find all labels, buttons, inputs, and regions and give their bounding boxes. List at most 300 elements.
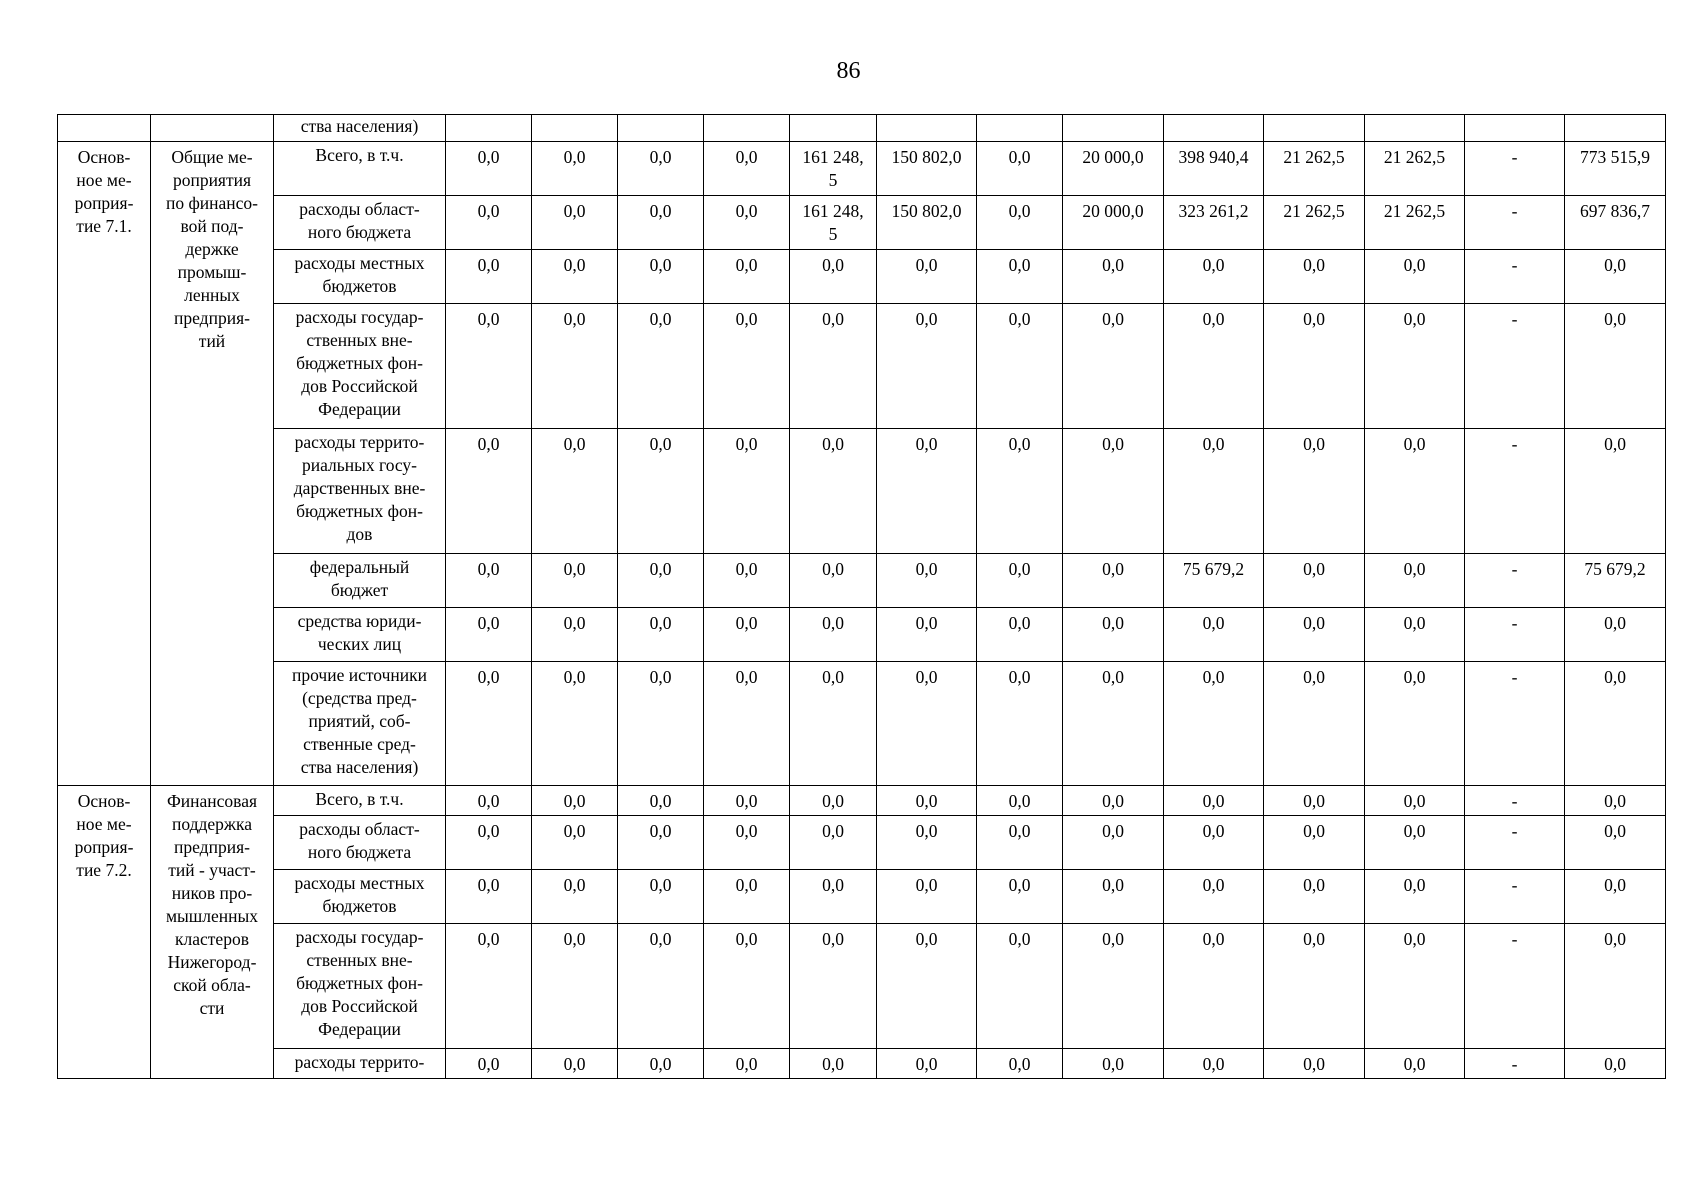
value-cell-text: 0,0 [563, 147, 586, 167]
value-cell [1565, 662, 1666, 786]
value-cell-text: 0,0 [1303, 434, 1325, 454]
value-cell-text: 0,0 [649, 201, 672, 221]
value-cell [1264, 429, 1365, 554]
value-cell [1565, 250, 1666, 304]
value-cell [790, 304, 877, 429]
value-cell [704, 250, 790, 304]
table-row [58, 304, 1666, 429]
value-cell-text: 161 248, 5 [802, 201, 864, 244]
value-cell-text: 0,0 [1008, 875, 1031, 895]
value-cell-text: 0,0 [915, 255, 938, 275]
table-row [58, 1049, 1666, 1079]
funding-source-cell-text: расходы местных бюджетов [294, 253, 425, 296]
funding-source-cell-text: расходы област- ного бюджета [299, 819, 420, 862]
value-cell [1365, 924, 1465, 1049]
value-cell-text: 0,0 [735, 1054, 758, 1074]
measure-name-cell-text: Финансовая поддержка предприя- тий - участ- ников про- мышленных кластеров Нижегород- ской обла- сти [165, 791, 259, 1018]
funding-source-cell-text: расходы террито- [294, 1052, 425, 1072]
funding-source-cell [274, 608, 446, 662]
value-cell [1465, 115, 1565, 142]
value-cell-text: 0,0 [735, 613, 758, 633]
value-cell-text: - [1511, 434, 1518, 454]
value-cell [977, 662, 1063, 786]
value-cell-text: 0,0 [1202, 309, 1225, 329]
value-cell [532, 196, 618, 250]
value-cell [1365, 870, 1465, 924]
funding-source-cell-text: Всего, в т.ч. [315, 789, 404, 809]
value-cell [1264, 115, 1365, 142]
value-cell [977, 554, 1063, 608]
value-cell-text: 0,0 [1303, 255, 1325, 275]
value-cell-text: 0,0 [822, 309, 844, 329]
value-cell [877, 304, 977, 429]
funding-source-cell-text: средства юриди- ческих лиц [297, 611, 422, 654]
value-cell [618, 304, 704, 429]
value-cell-text: 0,0 [563, 929, 586, 949]
value-cell-text: 0,0 [477, 791, 500, 811]
source-cell [274, 115, 446, 142]
value-cell [790, 142, 877, 196]
value-cell [532, 924, 618, 1049]
value-cell [1565, 608, 1666, 662]
value-cell-text: - [1511, 1054, 1518, 1074]
funding-source-cell [274, 554, 446, 608]
value-cell [532, 816, 618, 870]
measure-code-cell [58, 142, 151, 786]
value-cell [532, 429, 618, 554]
value-cell [1264, 142, 1365, 196]
value-cell-text: 21 262,5 [1283, 201, 1345, 221]
value-cell-text: 0,0 [735, 875, 758, 895]
value-cell-text: 150 802,0 [891, 147, 962, 167]
value-cell [704, 816, 790, 870]
value-cell [1063, 142, 1164, 196]
value-cell [1264, 608, 1365, 662]
page-number: 86 [836, 58, 861, 84]
value-cell [877, 786, 977, 816]
value-cell [1264, 786, 1365, 816]
value-cell-text: - [1511, 147, 1518, 167]
value-cell-text: 0,0 [1403, 434, 1426, 454]
value-cell [977, 608, 1063, 662]
value-cell-text: 21 262,5 [1383, 147, 1446, 167]
value-cell-text: 0,0 [915, 613, 938, 633]
value-cell-text: 0,0 [1403, 791, 1426, 811]
funding-source-cell [274, 924, 446, 1049]
value-cell [1164, 870, 1264, 924]
value-cell-text: 0,0 [1604, 929, 1626, 949]
value-cell [446, 1049, 532, 1079]
value-cell-text: 0,0 [822, 255, 844, 275]
value-cell-text: 0,0 [1102, 791, 1124, 811]
value-cell [532, 662, 618, 786]
value-cell-text: 0,0 [1008, 613, 1031, 633]
value-cell [1264, 196, 1365, 250]
value-cell [704, 608, 790, 662]
value-cell-text: - [1511, 821, 1518, 841]
value-cell [704, 1049, 790, 1079]
value-cell [1164, 429, 1264, 554]
measure-name-cell-text: Общие ме- роприятия по финансо- вой под- держке промыш- ленных предприя- тий [165, 147, 259, 351]
value-cell-text: 0,0 [563, 667, 586, 687]
value-cell [704, 870, 790, 924]
value-cell [1365, 115, 1465, 142]
value-cell [877, 1049, 977, 1079]
value-cell [977, 1049, 1063, 1079]
value-cell [1465, 554, 1565, 608]
value-cell [1264, 554, 1365, 608]
value-cell [1365, 304, 1465, 429]
table-row [58, 870, 1666, 924]
value-cell-text: 0,0 [1102, 559, 1124, 579]
value-cell-text: 0,0 [1403, 1054, 1426, 1074]
value-cell-text: 0,0 [1202, 434, 1225, 454]
value-cell [977, 429, 1063, 554]
value-cell [1063, 429, 1164, 554]
value-cell-text: 0,0 [1303, 309, 1325, 329]
funding-source-cell-text: федеральный бюджет [309, 557, 410, 600]
value-cell [877, 115, 977, 142]
value-cell [1164, 250, 1264, 304]
value-cell-text: 0,0 [1102, 434, 1124, 454]
value-cell [1164, 554, 1264, 608]
value-cell [1164, 142, 1264, 196]
value-cell-text: 0,0 [477, 875, 500, 895]
value-cell [790, 554, 877, 608]
value-cell-text: 0,0 [915, 875, 938, 895]
value-cell [618, 786, 704, 816]
value-cell [446, 429, 532, 554]
value-cell-text: 0,0 [915, 309, 938, 329]
value-cell-text: 0,0 [915, 559, 938, 579]
value-cell-text: 0,0 [822, 559, 844, 579]
value-cell-text: 0,0 [563, 875, 586, 895]
value-cell-text: 0,0 [1303, 1054, 1325, 1074]
measure-name-cell [151, 786, 274, 1079]
code-cell [58, 115, 151, 142]
budget-table [57, 114, 1666, 1079]
value-cell-text: 0,0 [822, 434, 844, 454]
value-cell [446, 115, 532, 142]
source-cell-text: ства населения) [300, 116, 419, 136]
value-cell [1164, 304, 1264, 429]
value-cell [1565, 1049, 1666, 1079]
value-cell-text: 0,0 [477, 821, 500, 841]
value-cell-text: 21 262,5 [1383, 201, 1446, 221]
value-cell-text: 0,0 [1008, 929, 1031, 949]
value-cell-text: 0,0 [1102, 309, 1124, 329]
value-cell [1465, 429, 1565, 554]
value-cell-text: 0,0 [1008, 201, 1031, 221]
value-cell-text: 0,0 [649, 613, 672, 633]
value-cell [446, 304, 532, 429]
value-cell [1465, 662, 1565, 786]
value-cell [1465, 816, 1565, 870]
value-cell-text: 0,0 [1303, 559, 1325, 579]
funding-source-cell [274, 250, 446, 304]
name-cell [151, 115, 274, 142]
value-cell [1465, 142, 1565, 196]
value-cell-text: 0,0 [1403, 613, 1426, 633]
value-cell [1264, 250, 1365, 304]
value-cell-text: 0,0 [1403, 821, 1426, 841]
value-cell [877, 429, 977, 554]
funding-source-cell-text: расходы местных бюджетов [294, 873, 425, 916]
value-cell [877, 250, 977, 304]
value-cell [532, 870, 618, 924]
funding-source-cell [274, 1049, 446, 1079]
value-cell-text: 0,0 [1102, 821, 1124, 841]
value-cell [1565, 870, 1666, 924]
value-cell-text: - [1511, 929, 1518, 949]
funding-source-cell [274, 429, 446, 554]
value-cell [704, 662, 790, 786]
value-cell [977, 196, 1063, 250]
value-cell-text: 0,0 [1604, 309, 1626, 329]
funding-source-cell-text: прочие источники (средства пред- приятий, соб- ственные сред- ства населения) [292, 665, 427, 777]
value-cell [977, 924, 1063, 1049]
value-cell [618, 429, 704, 554]
value-cell [1063, 304, 1164, 429]
value-cell [446, 196, 532, 250]
value-cell-text: 0,0 [915, 929, 938, 949]
value-cell-text: 0,0 [477, 255, 500, 275]
table-row [58, 786, 1666, 816]
value-cell [532, 115, 618, 142]
value-cell-text: 0,0 [1604, 613, 1626, 633]
value-cell [790, 608, 877, 662]
value-cell [1465, 608, 1565, 662]
value-cell [532, 250, 618, 304]
value-cell [1063, 870, 1164, 924]
value-cell [618, 816, 704, 870]
value-cell-text: 398 940,4 [1178, 147, 1249, 167]
value-cell-text: 0,0 [1604, 821, 1626, 841]
value-cell [1565, 142, 1666, 196]
value-cell-text: 0,0 [735, 434, 758, 454]
value-cell-text: 0,0 [1403, 667, 1426, 687]
value-cell-text: 0,0 [1102, 667, 1124, 687]
value-cell [1063, 608, 1164, 662]
value-cell-text: 0,0 [1303, 667, 1325, 687]
value-cell-text: 773 515,9 [1580, 147, 1650, 167]
value-cell-text: 0,0 [1008, 821, 1031, 841]
value-cell-text: 0,0 [1303, 613, 1325, 633]
table-body [58, 115, 1666, 1079]
table-row [58, 662, 1666, 786]
value-cell-text: 0,0 [735, 147, 758, 167]
value-cell-text: 0,0 [649, 791, 672, 811]
value-cell [704, 554, 790, 608]
value-cell [1365, 1049, 1465, 1079]
value-cell-text: 0,0 [563, 255, 586, 275]
value-cell [532, 608, 618, 662]
value-cell [1264, 1049, 1365, 1079]
value-cell-text: 0,0 [649, 667, 672, 687]
value-cell [977, 870, 1063, 924]
value-cell [1264, 924, 1365, 1049]
value-cell [1164, 924, 1264, 1049]
value-cell-text: 0,0 [735, 821, 758, 841]
value-cell-text: - [1511, 559, 1518, 579]
value-cell-text: 0,0 [1403, 309, 1426, 329]
value-cell [1365, 250, 1465, 304]
value-cell-text: 0,0 [735, 201, 758, 221]
value-cell [790, 196, 877, 250]
value-cell-text: 0,0 [1008, 791, 1031, 811]
value-cell [1063, 662, 1164, 786]
value-cell [1365, 816, 1465, 870]
value-cell-text: 0,0 [1202, 821, 1225, 841]
value-cell-text: 0,0 [735, 667, 758, 687]
value-cell-text: 0,0 [649, 929, 672, 949]
value-cell [446, 816, 532, 870]
value-cell [446, 142, 532, 196]
table-row [58, 429, 1666, 554]
value-cell [618, 662, 704, 786]
value-cell-text: 20 000,0 [1082, 201, 1144, 221]
value-cell-text: 0,0 [1403, 875, 1426, 895]
value-cell-text: 20 000,0 [1082, 147, 1144, 167]
value-cell [1465, 786, 1565, 816]
value-cell [1264, 816, 1365, 870]
table-row [58, 250, 1666, 304]
value-cell [1264, 304, 1365, 429]
value-cell-text: 0,0 [822, 929, 844, 949]
value-cell-text: 0,0 [1008, 559, 1031, 579]
value-cell [618, 196, 704, 250]
value-cell [704, 304, 790, 429]
funding-source-cell-text: расходы государ- ственных вне- бюджетных фон- дов Российской Федерации [295, 927, 424, 1039]
value-cell-text: 0,0 [563, 309, 586, 329]
value-cell [1264, 870, 1365, 924]
value-cell [1565, 786, 1666, 816]
value-cell-text: - [1511, 201, 1518, 221]
value-cell [704, 142, 790, 196]
value-cell-text: 75 679,2 [1584, 559, 1646, 579]
value-cell [1164, 608, 1264, 662]
value-cell [446, 554, 532, 608]
value-cell [532, 554, 618, 608]
value-cell-text: 0,0 [477, 309, 500, 329]
value-cell [1465, 870, 1565, 924]
value-cell [1565, 196, 1666, 250]
value-cell [1164, 786, 1264, 816]
value-cell-text: 0,0 [1202, 929, 1225, 949]
value-cell [704, 429, 790, 554]
value-cell [1063, 196, 1164, 250]
value-cell [877, 924, 977, 1049]
value-cell [1063, 250, 1164, 304]
value-cell-text: 0,0 [563, 201, 586, 221]
value-cell [977, 816, 1063, 870]
value-cell [790, 924, 877, 1049]
value-cell-text: 0,0 [1303, 929, 1325, 949]
funding-source-cell [274, 304, 446, 429]
value-cell [618, 870, 704, 924]
value-cell [1365, 662, 1465, 786]
funding-source-cell [274, 786, 446, 816]
value-cell-text: 0,0 [477, 201, 500, 221]
value-cell-text: 0,0 [649, 255, 672, 275]
value-cell-text: 0,0 [1604, 791, 1626, 811]
value-cell [1365, 786, 1465, 816]
value-cell-text: 0,0 [915, 434, 938, 454]
value-cell-text: 0,0 [563, 613, 586, 633]
value-cell [618, 142, 704, 196]
value-cell [877, 608, 977, 662]
table-row [58, 115, 1666, 142]
value-cell-text: 0,0 [1008, 255, 1031, 275]
value-cell-text: - [1511, 613, 1518, 633]
value-cell-text: 0,0 [477, 1054, 500, 1074]
value-cell-text: 0,0 [1102, 929, 1124, 949]
table-row [58, 608, 1666, 662]
value-cell [532, 304, 618, 429]
value-cell [1063, 115, 1164, 142]
value-cell [977, 115, 1063, 142]
value-cell [446, 786, 532, 816]
table-row [58, 924, 1666, 1049]
value-cell-text: 0,0 [1008, 147, 1031, 167]
value-cell [977, 142, 1063, 196]
value-cell-text: 0,0 [1303, 791, 1325, 811]
value-cell [618, 115, 704, 142]
table-row [58, 554, 1666, 608]
value-cell [877, 196, 977, 250]
value-cell [790, 662, 877, 786]
value-cell-text: 0,0 [649, 821, 672, 841]
value-cell [1465, 924, 1565, 1049]
value-cell-text: 0,0 [1202, 613, 1225, 633]
value-cell-text: 0,0 [1604, 667, 1626, 687]
value-cell [877, 870, 977, 924]
funding-source-cell [274, 870, 446, 924]
value-cell-text: 0,0 [477, 613, 500, 633]
funding-source-cell-text: расходы террито- риальных госу- дарственных вне- бюджетных фон- дов [293, 432, 426, 544]
value-cell [1063, 924, 1164, 1049]
value-cell-text: 0,0 [735, 929, 758, 949]
table-row [58, 142, 1666, 196]
value-cell [1164, 115, 1264, 142]
value-cell-text: 0,0 [1303, 821, 1325, 841]
value-cell [532, 1049, 618, 1079]
value-cell-text: 0,0 [649, 309, 672, 329]
measure-code-cell [58, 786, 151, 1079]
value-cell-text: 75 679,2 [1182, 559, 1245, 579]
value-cell-text: 0,0 [915, 1054, 938, 1074]
value-cell [446, 662, 532, 786]
value-cell-text: 697 836,7 [1580, 201, 1650, 221]
value-cell [1365, 429, 1465, 554]
value-cell-text: 0,0 [1202, 667, 1225, 687]
value-cell-text: 0,0 [1604, 255, 1626, 275]
value-cell [1465, 1049, 1565, 1079]
value-cell-text: 0,0 [477, 929, 500, 949]
value-cell-text: 0,0 [822, 791, 844, 811]
value-cell-text: 0,0 [822, 821, 844, 841]
value-cell-text: 0,0 [1604, 875, 1626, 895]
value-cell-text: 0,0 [649, 147, 672, 167]
value-cell-text: 0,0 [822, 875, 844, 895]
value-cell [704, 924, 790, 1049]
value-cell-text: 0,0 [563, 1054, 586, 1074]
value-cell-text: 0,0 [822, 667, 844, 687]
value-cell-text: - [1511, 791, 1518, 811]
value-cell-text: 161 248, 5 [802, 147, 864, 190]
value-cell-text: 0,0 [649, 434, 672, 454]
funding-source-cell [274, 662, 446, 786]
